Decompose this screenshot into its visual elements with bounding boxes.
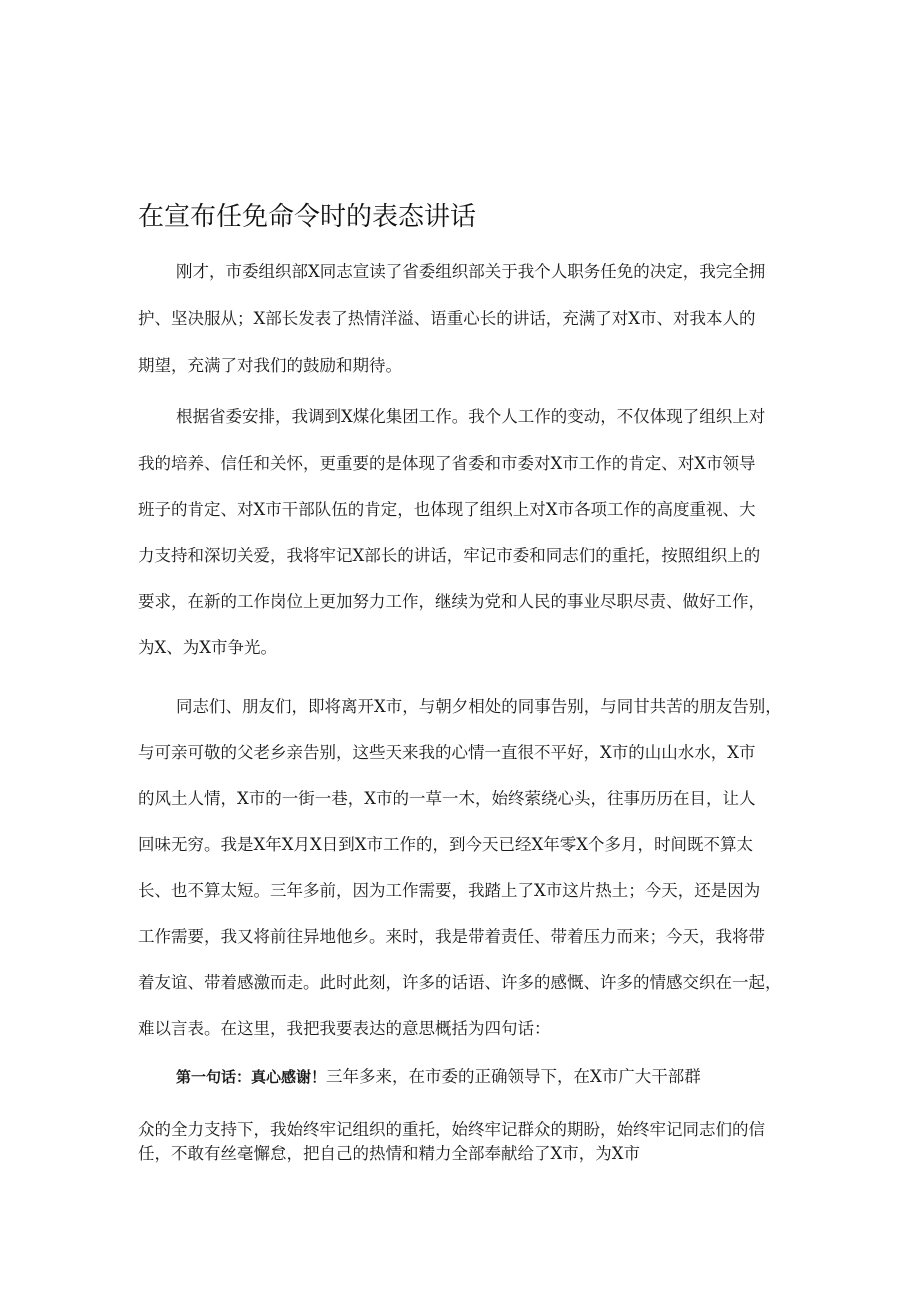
paragraph-3-line-5: 长、也不算太短。三年多前，因为工作需要，我踏上了X市这片热土；今天，还是因为 (138, 881, 761, 900)
paragraph-3-line-4: 回味无穷。我是X年X月X日到X市工作的，到今天已经X年零X个多月，时间既不算太 (138, 835, 753, 854)
paragraph-5-line-1: 众的全力支持下，我始终牢记组织的重托，始终牢记群众的期盼，始终牢记同志们的信 (138, 1120, 765, 1139)
paragraph-4-line-1 (176, 1063, 701, 1087)
paragraph-3-line-2: 与可亲可敬的父老乡亲告别，这些天来我的心情一直很不平好，X市的山山水水，X市 (138, 743, 756, 762)
paragraph-2-line-1: 根据省委安排，我调到X煤化集团工作。我个人工作的变动，不仅体现了组织上对 (176, 407, 766, 426)
paragraph-2-line-3: 班子的肯定、对X市干部队伍的肯定，也体现了组织上对X市各项工作的高度重视、大 (138, 500, 756, 519)
paragraph-3-line-6: 工作需要，我又将前往异地他乡。来时，我是带着责任、带着压力而来；今天，我将带 (138, 927, 765, 946)
paragraph-3-line-3: 的风土人情，X市的一街一巷，X市的一草一木，始终萦绕心头，往事历历在目，让人 (138, 789, 756, 808)
paragraph-2-line-2: 我的培养、信任和关怀，更重要的是体现了省委和市委对X市工作的肯定、对X市领导 (138, 454, 756, 473)
paragraph-2-line-4: 力支持和深切关爱，我将牢记X部长的讲话，牢记市委和同志们的重托，按照组织上的 (138, 546, 761, 565)
paragraph-1-line-2: 护、坚决服从；X部长发表了热情洋溢、语重心长的讲话，充满了对X市、对我本人的 (138, 309, 756, 328)
paragraph-3-line-1: 同志们、朋友们，即将离开X市，与朝夕相处的同事告别，与同甘共苦的朋友告别， (176, 697, 782, 716)
paragraph-1-line-1: 刚才，市委组织部X同志宣读了省委组织部关于我个人职务任免的决定，我完全拥 (176, 262, 766, 281)
paragraph-2-line-5: 要求，在新的工作岗位上更加努力工作，继续为党和人民的事业尽职尽责、做好工作， (138, 592, 765, 611)
document-title: 在宣布任免命令时的表态讲话 (138, 202, 477, 232)
paragraph-4-text: 三年多来，在市委的正确领导下，在X市广大干部群 (326, 1067, 701, 1086)
paragraph-1-line-3: 期望，充满了对我们的鼓励和期待。 (138, 356, 402, 375)
paragraph-3-line-8: 难以言表。在这里，我把我要表达的意思概括为四句话： (138, 1019, 551, 1038)
paragraph-5-line-2: 任，不敢有丝毫懈怠，把自己的热情和精力全部奉献给了X市，为X市 (138, 1144, 640, 1163)
paragraph-2-line-6: 为X、为X市争光。 (138, 638, 277, 657)
first-sentence-heading: 第一句话：真心感谢！ (176, 1068, 327, 1086)
paragraph-3-line-7: 着友谊、带着感激而走。此时此刻，许多的话语、许多的感慨、许多的情感交织在一起， (138, 973, 782, 992)
